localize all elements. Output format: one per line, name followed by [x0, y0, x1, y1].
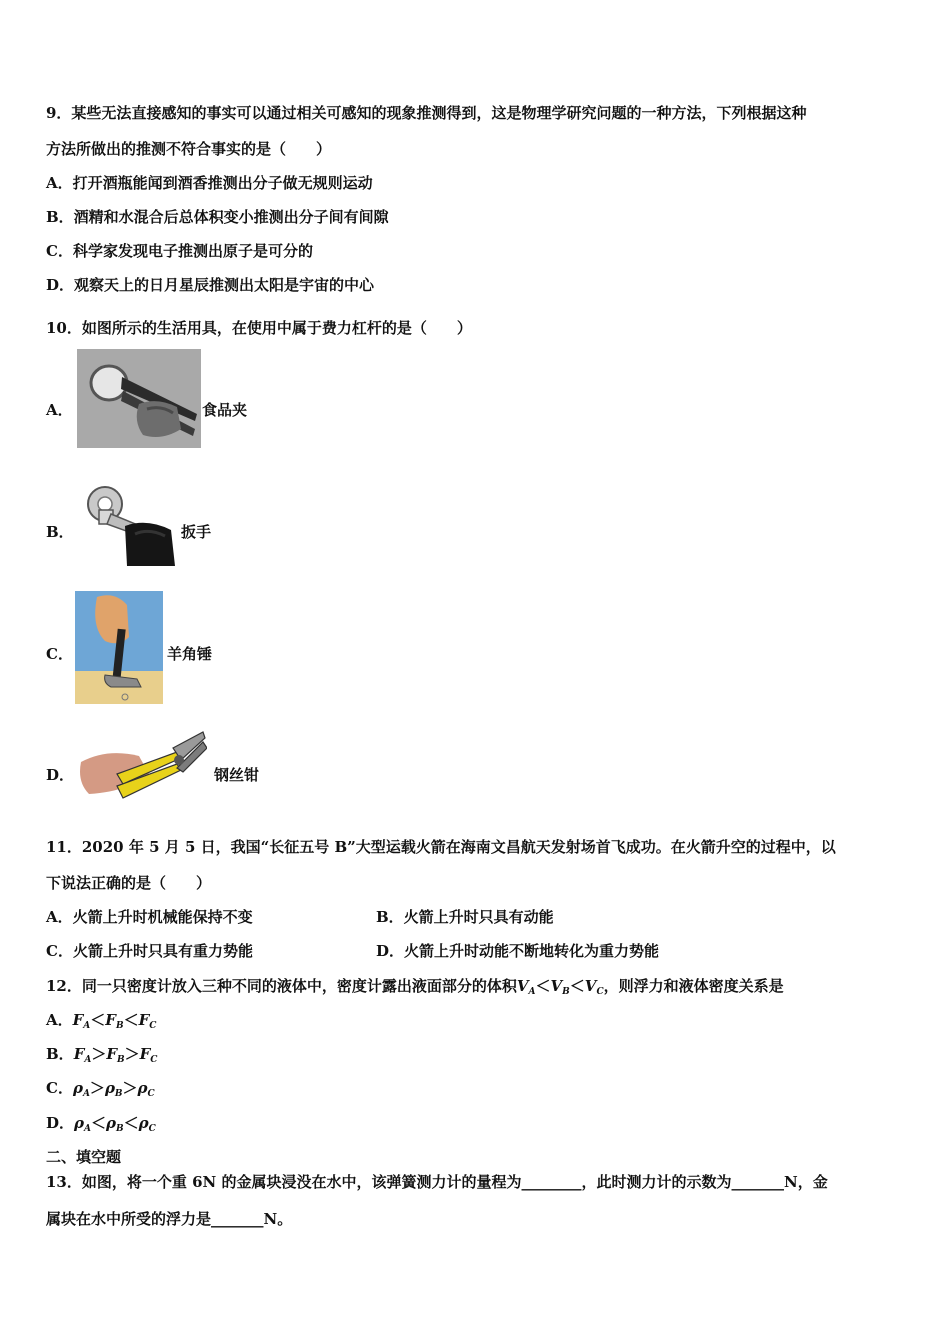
q13-text-b: ，此时测力计的示数为	[581, 1173, 732, 1191]
q12-sub: B	[117, 1055, 125, 1065]
q12-lt: ＜	[90, 1011, 106, 1029]
q13-line1	[46, 1172, 828, 1192]
q12-sub: B	[114, 1089, 123, 1099]
q12-lt: ＜	[123, 1114, 139, 1132]
q13-blank-buoyancy[interactable]: _______	[211, 1210, 264, 1228]
q12-stem	[46, 976, 784, 1002]
q11-option-d: D．火箭上升时动能不断地转化为重力势能	[376, 942, 660, 960]
q12-rho-symbol: ρ	[106, 1114, 116, 1132]
q12-sub: C	[147, 1089, 155, 1099]
q12-v-symbol: V	[550, 977, 563, 995]
section-heading: 二、填空题	[46, 1148, 122, 1166]
q10-option-d-letter: D．	[46, 766, 75, 784]
q13-text-e: N。	[263, 1210, 293, 1228]
q13-blank-range[interactable]: ________	[521, 1173, 582, 1191]
q12-lt: ＜	[569, 977, 585, 995]
q12-sub: C	[148, 1124, 156, 1134]
q12-option-letter: B．	[46, 1045, 74, 1063]
claw-hammer-image	[75, 591, 163, 704]
q12-sub: B	[115, 1124, 124, 1134]
q12-sub: A	[83, 1021, 91, 1031]
q12-sub: B	[115, 1021, 124, 1031]
q11-option-b: B．火箭上升时只具有动能	[376, 908, 554, 926]
q12-lt: ＜	[90, 1114, 106, 1132]
q12-f-symbol: F	[106, 1045, 117, 1063]
q12-f-symbol: F	[72, 1011, 84, 1029]
q11-stem-line1: 11．2020 年 5 月 5 日，我国“长征五号 B”大型运载火箭在海南文昌航天发射场首飞成功。在火箭升空的过程中，以	[46, 838, 836, 856]
q12-rho-symbol: ρ	[138, 1114, 149, 1132]
q12-gt: ＞	[89, 1079, 105, 1097]
q12-f-symbol: F	[139, 1045, 151, 1063]
q12-option-d	[46, 1113, 156, 1139]
q12-option-b	[46, 1044, 157, 1070]
q12-sub: C	[149, 1021, 157, 1031]
q12-sub: A	[84, 1124, 91, 1134]
q12-stem-suffix: ，则浮力和液体密度关系是	[603, 977, 784, 995]
pliers-image	[77, 728, 207, 810]
q12-gt: ＞	[124, 1045, 140, 1063]
q13-text-c: N，金	[784, 1173, 828, 1191]
q12-rho-symbol: ρ	[74, 1114, 84, 1132]
q10-option-c-name: 羊角锤	[167, 645, 213, 663]
q12-gt: ＞	[122, 1079, 138, 1097]
q12-sub: A	[528, 987, 536, 997]
q12-option-c	[46, 1078, 155, 1104]
q12-gt: ＞	[91, 1045, 107, 1063]
q9-stem-line2: 方法所做出的推测不符合事实的是（ ）	[46, 140, 332, 158]
q12-option-letter: A．	[46, 1011, 73, 1029]
q10-option-b-letter: B．	[46, 523, 74, 541]
q9-option-d: D．观察天上的日月星辰推测出太阳是宇宙的中心	[46, 276, 375, 294]
q12-sub: A	[84, 1055, 92, 1065]
q12-stem-prefix: 12．同一只密度计放入三种不同的液体中，密度计露出液面部分的体积	[46, 977, 517, 995]
q12-lt: ＜	[123, 1011, 139, 1029]
q12-option-a	[46, 1010, 156, 1036]
q9-option-c: C．科学家发现电子推测出原子是可分的	[46, 242, 313, 260]
q10-option-a-letter: A．	[46, 401, 73, 419]
q12-sub: B	[562, 987, 570, 997]
q11-option-a: A．火箭上升时机械能保持不变	[46, 908, 253, 926]
q12-option-letter: C．	[46, 1079, 73, 1097]
q10-option-a-name: 食品夹	[202, 401, 248, 419]
q11-stem-line2: 下说法正确的是（ ）	[46, 874, 212, 892]
q12-sub: C	[150, 1055, 158, 1065]
food-tongs-image	[77, 349, 201, 448]
q10-option-d-name: 钢丝钳	[214, 766, 260, 784]
q9-option-b: B．酒精和水混合后总体积变小推测出分子间有间隙	[46, 208, 389, 226]
q13-blank-reading[interactable]: _______	[731, 1173, 784, 1191]
q12-rho-symbol: ρ	[72, 1079, 83, 1097]
q12-f-symbol: F	[73, 1045, 85, 1063]
q9-option-a: A．打开酒瓶能闻到酒香推测出分子做无规则运动	[46, 174, 373, 192]
q13-text-d: 属块在水中所受的浮力是	[46, 1210, 212, 1228]
q12-sub: C	[596, 987, 604, 997]
q12-f-symbol: F	[105, 1011, 116, 1029]
q10-option-b-name: 扳手	[181, 523, 212, 541]
q12-f-symbol: F	[138, 1011, 150, 1029]
q11-option-c: C．火箭上升时只具有重力势能	[46, 942, 253, 960]
wrench-image	[75, 484, 181, 566]
q12-option-letter: D．	[46, 1114, 75, 1132]
q9-stem-line1: 9．某些无法直接感知的事实可以通过相关可感知的现象推测得到，这是物理学研究问题的一种方法，下列根据这种	[46, 104, 807, 122]
q10-option-c-letter: C．	[46, 645, 73, 663]
q12-rho-symbol: ρ	[104, 1079, 115, 1097]
q12-lt: ＜	[535, 977, 551, 995]
q12-v-symbol: V	[584, 977, 597, 995]
q12-rho-symbol: ρ	[137, 1079, 148, 1097]
q12-v-symbol: V	[516, 977, 529, 995]
q13-line2	[46, 1209, 292, 1229]
q13-text-a: 13．如图，将一个重 6N 的金属块浸没在水中，该弹簧测力计的量程为	[46, 1173, 522, 1191]
q10-stem: 10．如图所示的生活用具，在使用中属于费力杠杆的是（ ）	[46, 319, 472, 337]
q12-sub: A	[82, 1089, 90, 1099]
